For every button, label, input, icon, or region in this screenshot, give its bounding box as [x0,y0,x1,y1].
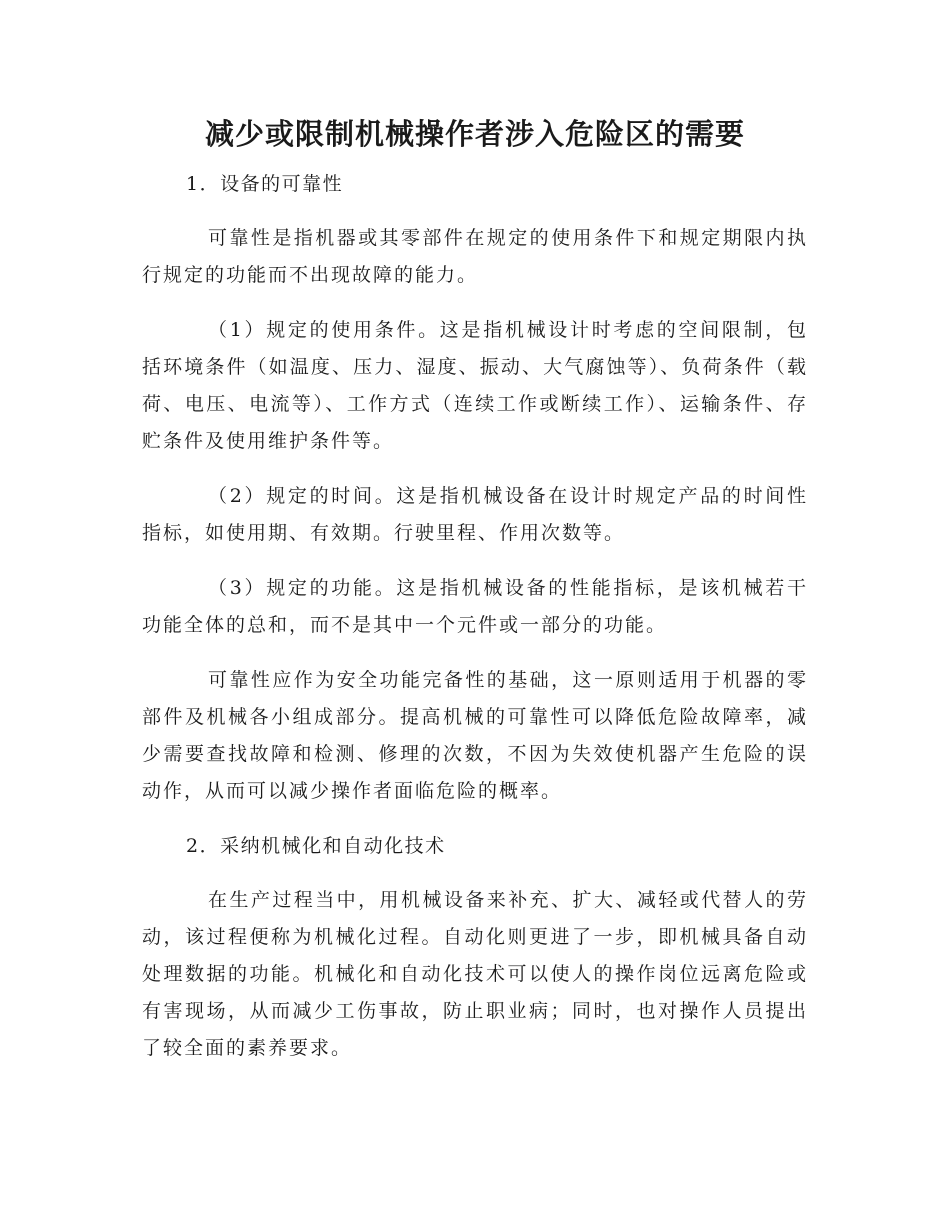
spacer [142,810,808,828]
document-title: 减少或限制机械操作者涉入危险区的需要 [204,117,745,151]
spacer [142,294,808,312]
spacer [142,644,808,662]
section-2-heading: 2．采纳机械化和自动化技术 [186,835,446,857]
section-1-paragraph-5: 可靠性应作为安全功能完备性的基础，这一原则适用于机器的零部件及机械各小组成部分。提高机械的可靠性可以降低危险故障率，减少需要查找故障和检测、修理的次数，不因为失效使机器产生危险的误动作，从而可以减少操作者面临危险的概率。 [142,669,808,802]
section-1-paragraph-3: （2）规定的时间。这是指机械设备在设计时规定产品的时间性指标，如使用期、有效期。行驶里程、作用次数等。 [142,485,808,544]
section-1-heading: 1．设备的可靠性 [186,173,344,195]
section-1-paragraph-4: （3）规定的功能。这是指机械设备的性能指标，是该机械若干功能全体的总和，而不是其中一个元件或一部分的功能。 [142,577,808,636]
document-body [142,166,808,1067]
spacer [142,202,808,220]
spacer [142,552,808,570]
section-2-paragraph-1: 在生产过程当中，用机械设备来补充、扩大、减轻或代替人的劳动，该过程便称为机械化过程。自动化则更进了一步，即机械具备自动处理数据的功能。机械化和自动化技术可以使人的操作岗位远离危险或有害现场，从而减少工伤事故，防止职业病；同时，也对操作人员提出了较全面的素养要求。 [142,889,808,1059]
spacer [142,864,808,882]
section-1-paragraph-2: （1）规定的使用条件。这是指机械设计时考虑的空间限制，包括环境条件（如温度、压力、湿度、振动、大气腐蚀等）、负荷条件（载荷、电压、电流等）、工作方式（连续工作或断续工作）、运输条件、存贮条件及使用维护条件等。 [142,319,808,452]
section-1-paragraph-1: 可靠性是指机器或其零部件在规定的使用条件下和规定期限内执行规定的功能而不出现故障的能力。 [142,227,808,286]
spacer [142,460,808,478]
